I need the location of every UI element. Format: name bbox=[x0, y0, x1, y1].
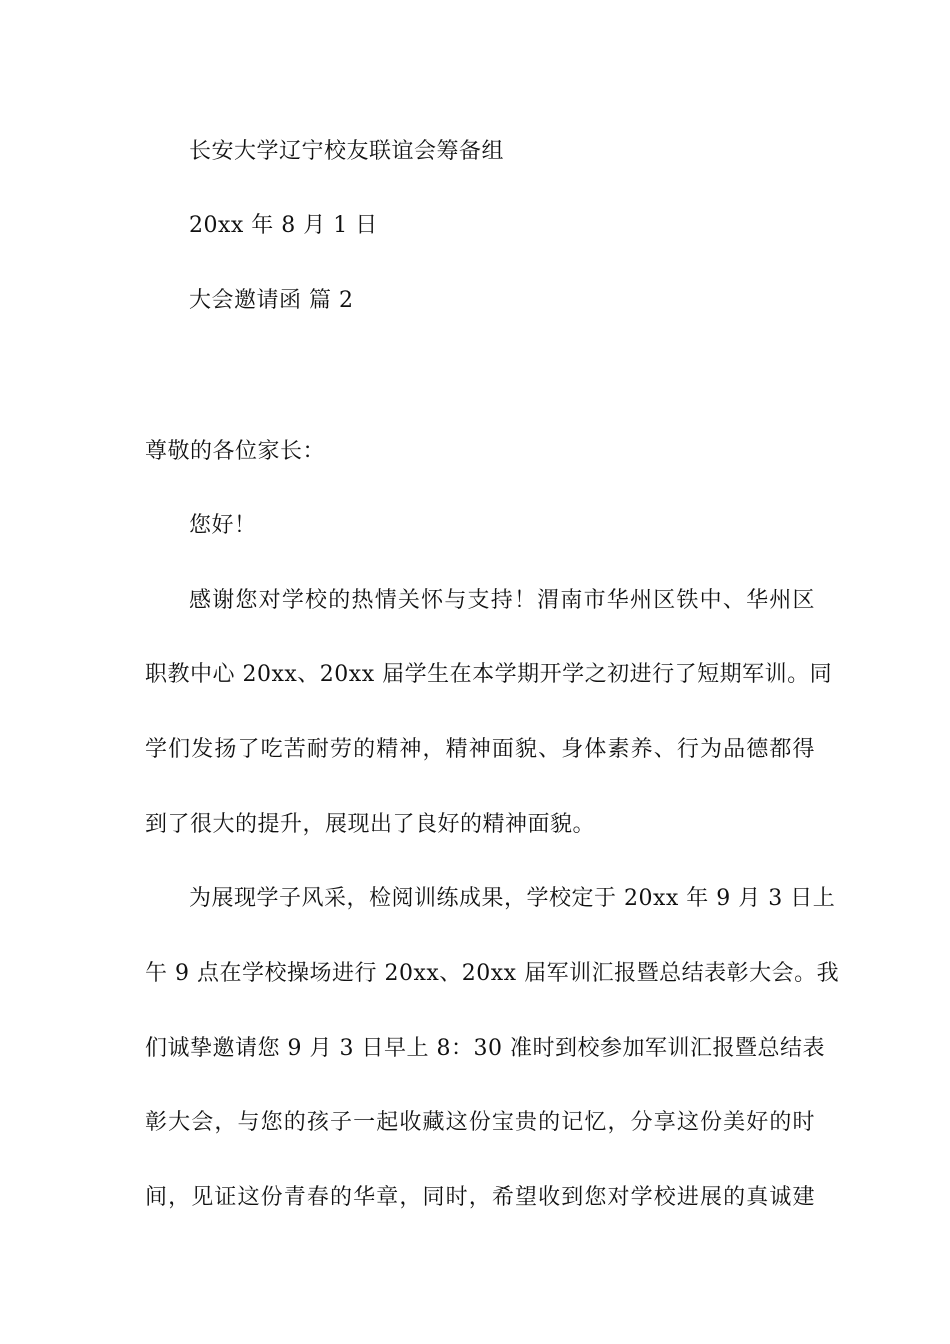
section-heading: 大会邀请函 篇 2 bbox=[189, 288, 354, 313]
greeting: 您好！ bbox=[189, 513, 257, 538]
paragraph-2-line-1: 为展现学子风采，检阅训练成果，学校定于 20xx 年 9 月 3 日上 bbox=[189, 886, 836, 911]
paragraph-1-line-1: 感谢您对学校的热情关怀与支持！渭南市华州区铁中、华州区 bbox=[189, 588, 815, 613]
paragraph-1-line-3: 学们发扬了吃苦耐劳的精神，精神面貌、身体素养、行为品德都得 bbox=[145, 737, 815, 762]
paragraph-1-line-2: 职教中心 20xx、20xx 届学生在本学期开学之初进行了短期军训。同 bbox=[145, 662, 833, 687]
paragraph-2-line-4: 彰大会，与您的孩子一起收藏这份宝贵的记忆，分享这份美好的时 bbox=[145, 1110, 815, 1135]
paragraph-1-line-4: 到了很大的提升，展现出了良好的精神面貌。 bbox=[145, 812, 596, 837]
paragraph-2-line-5: 间，见证这份青春的华章，同时，希望收到您对学校进展的真诚建 bbox=[145, 1185, 815, 1210]
organizer-name: 长安大学辽宁校友联谊会筹备组 bbox=[189, 139, 505, 164]
paragraph-2-line-3: 们诚挚邀请您 9 月 3 日早上 8：30 准时到校参加军训汇报暨总结表 bbox=[145, 1036, 825, 1061]
letter-date: 20xx 年 8 月 1 日 bbox=[189, 213, 378, 238]
salutation: 尊敬的各位家长： bbox=[145, 439, 326, 464]
paragraph-2-line-2: 午 9 点在学校操场进行 20xx、20xx 届军训汇报暨总结表彰大会。我 bbox=[145, 961, 840, 986]
